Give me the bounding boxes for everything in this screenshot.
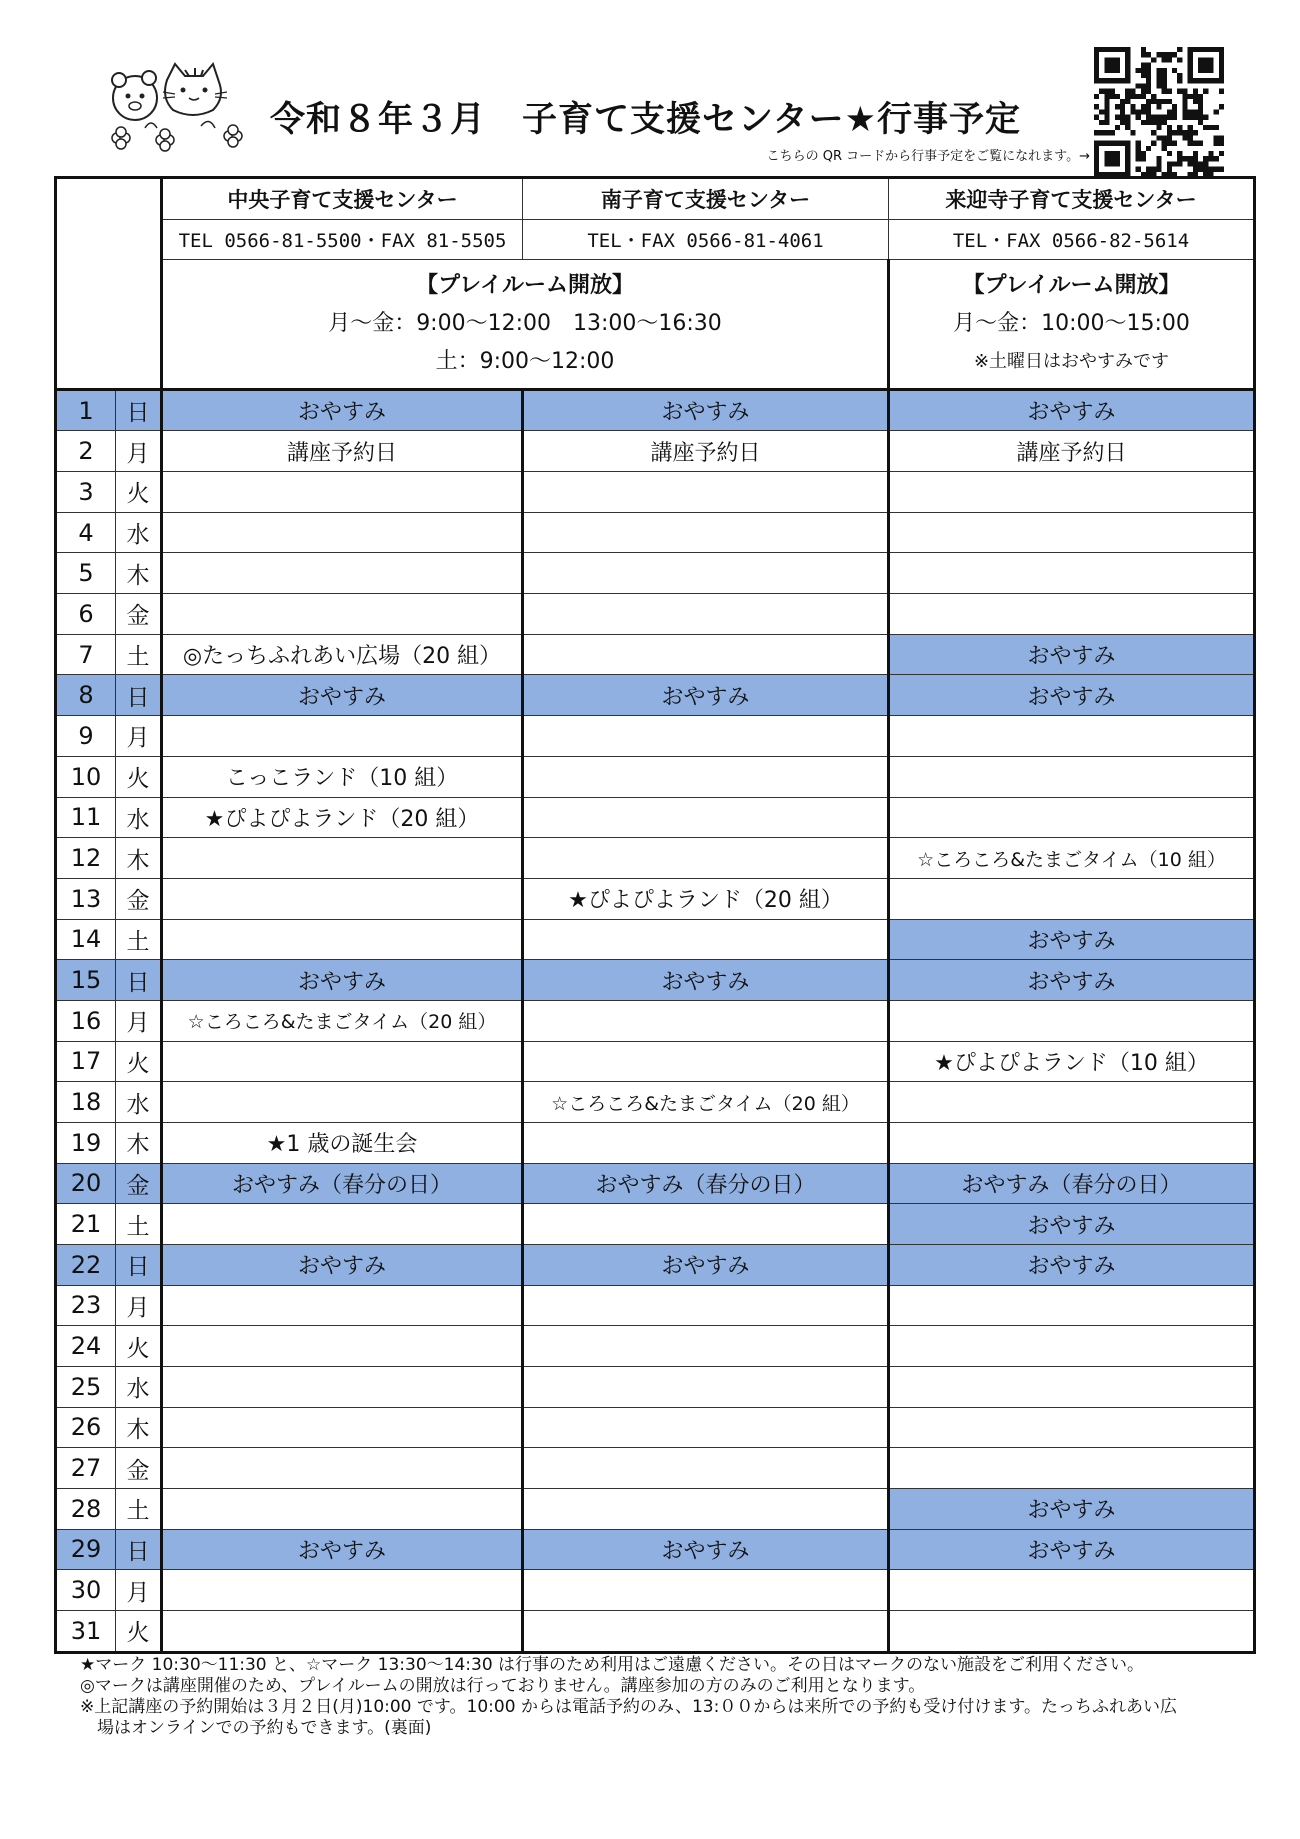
event-chuo: [162, 553, 523, 594]
day-of-week: 火: [116, 472, 162, 513]
event-chuo: 講座予約日: [162, 431, 523, 472]
center-tel-chuo: TEL 0566-81-5500・FAX 81-5505: [162, 219, 523, 260]
event-raigoji: おやすみ: [889, 389, 1255, 431]
day-row: [56, 389, 1255, 431]
day-row: [56, 716, 1255, 757]
day-number: 18: [56, 1082, 116, 1123]
event-minami: [523, 1326, 889, 1367]
event-minami: [523, 1488, 889, 1529]
day-of-week: 木: [116, 1122, 162, 1163]
footer-note-2: ◎マークは講座開催のため、プレイルームの開放は行っておりません。講座参加の方のみのご利用となります。: [80, 1676, 926, 1696]
day-row: [56, 1041, 1255, 1082]
footer-note-3: ※上記講座の予約開始は３月２日(月)10:00 です。10:00 からは電話予約のみ、13:００からは来所での予約も受け付けます。たっちふれあい広: [80, 1697, 1177, 1717]
day-of-week: 金: [116, 1163, 162, 1204]
day-number: 31: [56, 1610, 116, 1652]
event-minami: [523, 1407, 889, 1448]
day-number: 4: [56, 512, 116, 553]
event-chuo: ★1 歳の誕生会: [162, 1122, 523, 1163]
day-number: 24: [56, 1326, 116, 1367]
page-title: 令和８年３月 子育て支援センター★行事予定: [270, 100, 1021, 140]
day-number: 25: [56, 1366, 116, 1407]
event-minami: おやすみ（春分の日）: [523, 1163, 889, 1204]
day-number: 9: [56, 716, 116, 757]
day-row: [56, 634, 1255, 675]
event-raigoji: [889, 553, 1255, 594]
day-of-week: 日: [116, 1244, 162, 1285]
event-chuo: おやすみ: [162, 389, 523, 431]
day-number: 1: [56, 389, 116, 431]
hours-shared-saturday: 土：9:00～12:00: [435, 349, 615, 375]
event-chuo: [162, 512, 523, 553]
day-row: [56, 1000, 1255, 1041]
event-minami: [523, 1570, 889, 1611]
event-chuo: [162, 472, 523, 513]
day-row: [56, 878, 1255, 919]
day-of-week: 土: [116, 919, 162, 960]
event-chuo: おやすみ: [162, 1529, 523, 1570]
day-row: [56, 431, 1255, 472]
day-number: 21: [56, 1204, 116, 1245]
day-number: 5: [56, 553, 116, 594]
event-raigoji: おやすみ: [889, 1488, 1255, 1529]
day-number: 30: [56, 1570, 116, 1611]
day-of-week: 木: [116, 838, 162, 879]
event-chuo: [162, 716, 523, 757]
day-number: 14: [56, 919, 116, 960]
event-chuo: [162, 1448, 523, 1489]
day-row: [56, 512, 1255, 553]
event-minami: [523, 1285, 889, 1326]
event-raigoji: おやすみ: [889, 675, 1255, 716]
hours-shared-weekday: 月～金：9:00～12:00 13:00～16:30: [328, 311, 722, 337]
event-minami: [523, 472, 889, 513]
event-raigoji: [889, 1082, 1255, 1123]
day-of-week: 水: [116, 1366, 162, 1407]
event-minami: [523, 1366, 889, 1407]
day-row: [56, 1529, 1255, 1570]
day-of-week: 土: [116, 1204, 162, 1245]
event-raigoji: [889, 594, 1255, 635]
day-number: 29: [56, 1529, 116, 1570]
hours-raigoji-heading: 【プレイルーム開放】: [962, 273, 1181, 299]
event-raigoji: [889, 716, 1255, 757]
center-name-row: [56, 178, 1255, 220]
event-raigoji: [889, 1122, 1255, 1163]
day-number: 2: [56, 431, 116, 472]
day-row: [56, 1366, 1255, 1407]
footer-notes: [80, 1655, 1270, 1739]
event-minami: ☆ころころ&たまごタイム（20 組）: [523, 1082, 889, 1123]
day-of-week: 水: [116, 1082, 162, 1123]
event-minami: [523, 594, 889, 635]
event-chuo: おやすみ: [162, 675, 523, 716]
event-chuo: おやすみ: [162, 1244, 523, 1285]
event-minami: [523, 756, 889, 797]
day-of-week: 木: [116, 1407, 162, 1448]
event-minami: おやすみ: [523, 960, 889, 1001]
event-raigoji: おやすみ: [889, 919, 1255, 960]
event-raigoji: [889, 1366, 1255, 1407]
day-of-week: 火: [116, 1326, 162, 1367]
event-minami: [523, 1000, 889, 1041]
day-row: [56, 1122, 1255, 1163]
event-chuo: [162, 1610, 523, 1652]
day-row: [56, 1448, 1255, 1489]
day-of-week: 水: [116, 797, 162, 838]
day-of-week: 水: [116, 512, 162, 553]
event-calendar: [54, 176, 1256, 1654]
day-number: 6: [56, 594, 116, 635]
event-raigoji: [889, 1000, 1255, 1041]
event-raigoji: ★ぴよぴよランド（10 組）: [889, 1041, 1255, 1082]
event-chuo: [162, 1570, 523, 1611]
event-raigoji: [889, 1285, 1255, 1326]
event-raigoji: おやすみ: [889, 1204, 1255, 1245]
event-chuo: ★ぴよぴよランド（20 組）: [162, 797, 523, 838]
event-minami: [523, 1122, 889, 1163]
event-minami: おやすみ: [523, 675, 889, 716]
center-tel-row: [56, 219, 1255, 260]
event-chuo: [162, 1366, 523, 1407]
event-chuo: [162, 1285, 523, 1326]
day-row: [56, 1488, 1255, 1529]
day-of-week: 月: [116, 716, 162, 757]
day-row: [56, 838, 1255, 879]
day-row: [56, 594, 1255, 635]
event-raigoji: おやすみ: [889, 1244, 1255, 1285]
day-of-week: 月: [116, 431, 162, 472]
day-of-week: 月: [116, 1285, 162, 1326]
day-of-week: 月: [116, 1000, 162, 1041]
day-of-week: 日: [116, 389, 162, 431]
event-raigoji: [889, 756, 1255, 797]
event-minami: [523, 1204, 889, 1245]
day-number: 10: [56, 756, 116, 797]
event-raigoji: [889, 878, 1255, 919]
event-chuo: [162, 919, 523, 960]
event-raigoji: おやすみ: [889, 1529, 1255, 1570]
event-chuo: [162, 594, 523, 635]
day-number: 17: [56, 1041, 116, 1082]
event-chuo: [162, 1041, 523, 1082]
day-number: 23: [56, 1285, 116, 1326]
event-raigoji: ☆ころころ&たまごタイム（10 組）: [889, 838, 1255, 879]
day-of-week: 金: [116, 1448, 162, 1489]
day-number: 13: [56, 878, 116, 919]
day-row: [56, 1082, 1255, 1123]
hours-shared: [162, 260, 889, 389]
day-number: 15: [56, 960, 116, 1001]
event-chuo: [162, 1082, 523, 1123]
center-tel-minami: TEL・FAX 0566-81-4061: [523, 219, 889, 260]
event-raigoji: 講座予約日: [889, 431, 1255, 472]
event-minami: [523, 1448, 889, 1489]
day-row: [56, 472, 1255, 513]
day-row: [56, 553, 1255, 594]
day-of-week: 日: [116, 675, 162, 716]
day-number: 28: [56, 1488, 116, 1529]
event-minami: [523, 1610, 889, 1652]
day-number: 26: [56, 1407, 116, 1448]
event-chuo: ◎たっちふれあい広場（20 組）: [162, 634, 523, 675]
day-row: [56, 1570, 1255, 1611]
event-chuo: [162, 1407, 523, 1448]
event-minami: [523, 797, 889, 838]
day-row: [56, 1204, 1255, 1245]
day-of-week: 火: [116, 1610, 162, 1652]
footer-note-4: 場はオンラインでの予約もできます。(裏面): [97, 1718, 432, 1738]
event-raigoji: おやすみ: [889, 634, 1255, 675]
event-minami: [523, 634, 889, 675]
hours-row: [56, 260, 1255, 389]
day-of-week: 金: [116, 878, 162, 919]
event-minami: [523, 716, 889, 757]
day-number: 20: [56, 1163, 116, 1204]
day-row: [56, 1326, 1255, 1367]
center-name-raigoji: 来迎寺子育て支援センター: [889, 178, 1255, 220]
day-number: 3: [56, 472, 116, 513]
event-minami: [523, 512, 889, 553]
cat-and-bear-illustration: [105, 58, 247, 158]
event-minami: おやすみ: [523, 1244, 889, 1285]
event-chuo: おやすみ: [162, 960, 523, 1001]
event-minami: [523, 919, 889, 960]
day-number: 19: [56, 1122, 116, 1163]
day-of-week: 火: [116, 1041, 162, 1082]
event-raigoji: [889, 1448, 1255, 1489]
hours-raigoji-weekday: 月～金：10:00～15:00: [953, 311, 1190, 337]
day-row: [56, 756, 1255, 797]
day-row: [56, 1407, 1255, 1448]
event-minami: [523, 838, 889, 879]
day-row: [56, 1244, 1255, 1285]
day-of-week: 金: [116, 594, 162, 635]
event-chuo: [162, 1204, 523, 1245]
day-of-week: 日: [116, 1529, 162, 1570]
event-raigoji: おやすみ（春分の日）: [889, 1163, 1255, 1204]
event-minami: [523, 553, 889, 594]
day-row: [56, 960, 1255, 1001]
event-minami: 講座予約日: [523, 431, 889, 472]
event-raigoji: おやすみ: [889, 960, 1255, 1001]
event-raigoji: [889, 512, 1255, 553]
event-chuo: [162, 838, 523, 879]
day-number: 16: [56, 1000, 116, 1041]
hours-shared-heading: 【プレイルーム開放】: [415, 273, 635, 299]
event-chuo: [162, 1326, 523, 1367]
day-number: 8: [56, 675, 116, 716]
event-chuo: [162, 878, 523, 919]
day-of-week: 月: [116, 1570, 162, 1611]
day-number: 22: [56, 1244, 116, 1285]
qr-code[interactable]: [1094, 47, 1224, 177]
qr-note: こちらの QR コードから行事予定をご覧になれます。→: [766, 149, 1090, 164]
day-of-week: 土: [116, 634, 162, 675]
day-of-week: 木: [116, 553, 162, 594]
event-minami: おやすみ: [523, 389, 889, 431]
day-of-week: 日: [116, 960, 162, 1001]
day-of-week: 土: [116, 1488, 162, 1529]
event-chuo: [162, 1488, 523, 1529]
hours-raigoji: [889, 260, 1255, 389]
event-raigoji: [889, 1610, 1255, 1652]
center-name-minami: 南子育て支援センター: [523, 178, 889, 220]
event-raigoji: [889, 1570, 1255, 1611]
event-raigoji: [889, 797, 1255, 838]
event-chuo: こっこランド（10 組）: [162, 756, 523, 797]
event-raigoji: [889, 1326, 1255, 1367]
footer-note-1: ★マーク 10:30～11:30 と、☆マーク 13:30～14:30 は行事のため利用はご遠慮ください。その日はマークのない施設をご利用ください。: [80, 1655, 1145, 1675]
event-minami: ★ぴよぴよランド（20 組）: [523, 878, 889, 919]
day-row: [56, 1610, 1255, 1652]
day-row: [56, 1163, 1255, 1204]
center-name-chuo: 中央子育て支援センター: [162, 178, 523, 220]
event-chuo: おやすみ（春分の日）: [162, 1163, 523, 1204]
day-number: 27: [56, 1448, 116, 1489]
event-raigoji: [889, 1407, 1255, 1448]
event-raigoji: [889, 472, 1255, 513]
day-row: [56, 919, 1255, 960]
day-row: [56, 1285, 1255, 1326]
event-minami: おやすみ: [523, 1529, 889, 1570]
day-of-week: 火: [116, 756, 162, 797]
day-row: [56, 797, 1255, 838]
day-row: [56, 675, 1255, 716]
event-chuo: ☆ころころ&たまごタイム（20 組）: [162, 1000, 523, 1041]
day-number: 12: [56, 838, 116, 879]
day-number: 11: [56, 797, 116, 838]
hours-raigoji-note: ※土曜日はおやすみです: [973, 351, 1170, 373]
event-minami: [523, 1041, 889, 1082]
center-tel-raigoji: TEL・FAX 0566-82-5614: [889, 219, 1255, 260]
day-number: 7: [56, 634, 116, 675]
corner-cell: [56, 178, 162, 390]
